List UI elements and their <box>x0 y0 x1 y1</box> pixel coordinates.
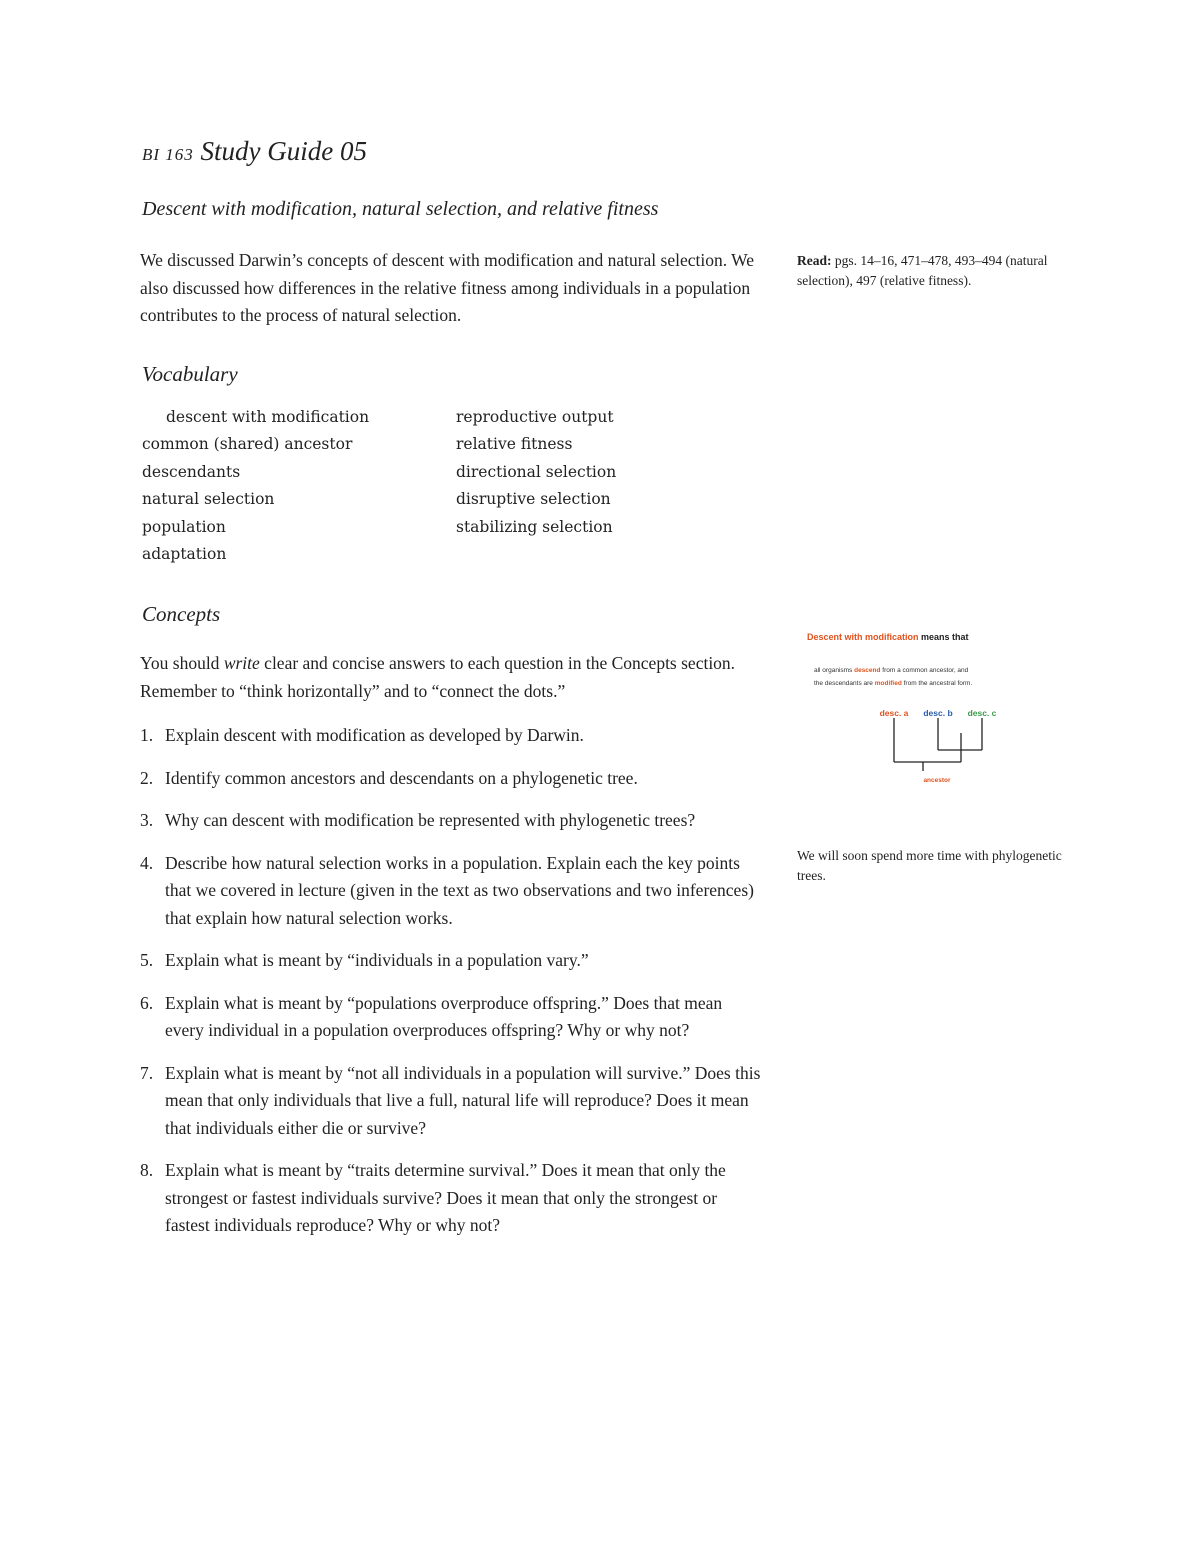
question-text: Explain descent with modification as developed by Darwin. <box>165 725 584 745</box>
desc-b-label: desc. b <box>923 708 953 718</box>
title-text: Study Guide 05 <box>193 136 368 166</box>
vocab-term: population <box>142 517 226 536</box>
question-text: Identify common ancestors and descendants on a phylogenetic tree. <box>165 767 638 788</box>
vocabulary-list-left <box>142 404 369 568</box>
figure-text: from the ancestral form. <box>901 680 973 687</box>
tree-svg <box>790 628 1090 798</box>
vocab-term: reproductive output <box>456 408 614 426</box>
tree-note: We will soon spend more time with phylogenetic trees. <box>797 848 1062 883</box>
desc-a-label: desc. a <box>879 708 909 718</box>
vocab-term: natural selection <box>142 490 275 509</box>
vocab-term: disruptive selection <box>456 490 611 509</box>
page-subtitle: Descent with modification, natural selection, and relative fitness <box>142 198 659 220</box>
figure-text: all organisms <box>814 667 855 674</box>
tree-branches <box>894 718 982 771</box>
question-number: 1. <box>140 725 154 745</box>
question-text: Explain what is meant by “not all individuals in a population will survive.” Does this mean that only individuals that live a full, natural life will reproduce? Does it mean that individuals either die or survive? <box>165 1062 761 1138</box>
course-code: BI 163 <box>142 145 194 164</box>
concepts-intro-start: You should <box>140 653 224 673</box>
vocabulary-list-right <box>456 404 616 541</box>
question-item <box>140 1157 765 1240</box>
vocab-term: adaptation <box>142 545 227 564</box>
question-item <box>140 850 765 933</box>
question-text: Explain what is meant by “individuals in a population vary.” <box>165 950 589 970</box>
question-number: 3. <box>140 810 154 830</box>
figure-text: the descendants are <box>814 680 875 687</box>
question-item <box>140 947 765 975</box>
read-label: Read: <box>797 253 832 268</box>
concepts-intro-end: clear and concise answers to each question in the Concepts section. Remember to “think horizontally” and to “connect the dots.” <box>140 653 736 701</box>
concepts-intro-emphasis: write <box>223 653 260 673</box>
vocab-term: stabilizing selection <box>456 517 613 536</box>
intro-paragraph: We discussed Darwin’s concepts of descent with modification and natural selection. We also discussed how differences in the relative fitness among individuals in a population contributes to the process of natural selection. <box>140 250 755 325</box>
concepts-intro <box>140 649 770 705</box>
question-item <box>140 722 765 750</box>
vocab-term: descendants <box>142 462 241 481</box>
question-number: 5. <box>140 950 154 970</box>
question-number: 2. <box>140 767 154 788</box>
page-title <box>142 136 367 167</box>
question-number: 8. <box>140 1160 154 1180</box>
read-pages: pgs. 14–16, 471–478, 493–494 (natural selection), 497 (relative fitness). <box>797 253 1048 288</box>
phylogenetic-tree-figure <box>790 628 1090 798</box>
question-text: Describe how natural selection works in a population. Explain each the key points that we covered in lecture (given in the text as two observations and two inferences) that explain how natural selection works. <box>165 852 754 928</box>
question-number: 4. <box>140 852 154 873</box>
vocab-term: common (shared) ancestor <box>142 435 353 454</box>
figure-text-highlight: modified <box>874 680 902 687</box>
question-text: Explain what is meant by “populations overproduce offspring.” Does that mean every individual in a population overproduces offspring? Why or why not? <box>165 992 723 1040</box>
question-item <box>140 807 765 835</box>
question-item <box>140 765 765 793</box>
caption-rest: means that <box>918 632 969 642</box>
vocab-term: descent with modification <box>166 408 370 426</box>
figure-text-highlight: descend <box>854 667 881 674</box>
vocabulary-heading: Vocabulary <box>142 362 238 386</box>
question-number: 6. <box>140 992 154 1013</box>
figure-text: from a common ancestor, and <box>880 667 969 674</box>
concepts-heading: Concepts <box>142 602 221 626</box>
reading-note <box>797 251 1087 291</box>
question-item <box>140 990 765 1045</box>
desc-c-label: desc. c <box>967 708 997 718</box>
caption-highlight: Descent with modification <box>807 632 919 642</box>
question-number: 7. <box>140 1062 154 1083</box>
ancestor-label: ancestor <box>923 777 951 784</box>
vocab-term: relative fitness <box>456 435 573 454</box>
vocab-term: directional selection <box>456 462 617 481</box>
question-item <box>140 1060 765 1143</box>
question-text: Why can descent with modification be represented with phylogenetic trees? <box>165 810 696 830</box>
question-text: Explain what is meant by “traits determine survival.” Does it mean that only the strongest or fastest individuals survive? Does it mean that only the strongest or fastest individuals reproduce? Why or why not? <box>165 1160 726 1235</box>
concept-questions <box>140 722 765 1255</box>
